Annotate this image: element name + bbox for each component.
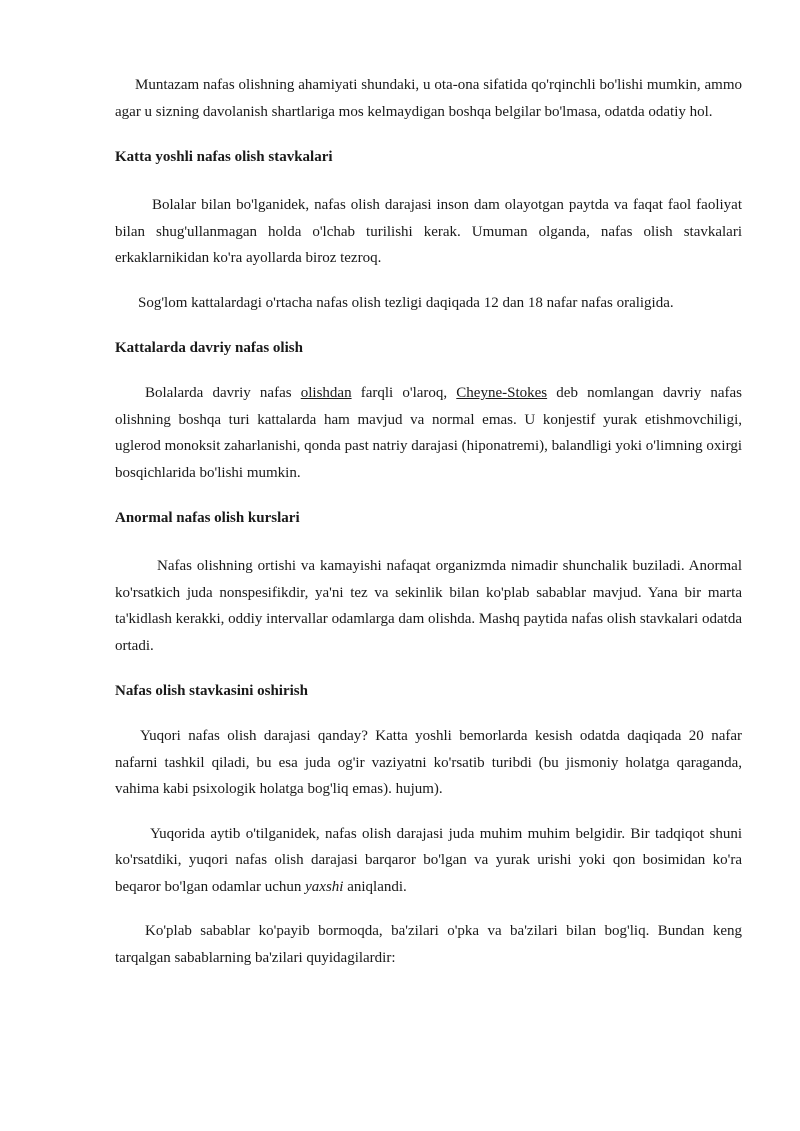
paragraph-text: aniqlandi.	[347, 878, 407, 895]
paragraph-abnormal-courses: Nafas olishning ortishi va kamayishi nafaqat organizmda nimadir shunchalik buziladi. Anormal ko'rsatkich juda nonspesifikdir, ya'ni tez va sekinlik bilan ko'plab sabablar mavjud. Yana bir marta ta'kidlash kerakki, oddiy intervallar odamlarga dam olishda. Mashq paytida nafas olish stavkalari odatda ortadi.	[115, 558, 742, 654]
emphasis-text: yaxshi	[305, 878, 344, 895]
paragraph-vital-sign	[115, 821, 742, 901]
heading-adult-rates: Katta yoshli nafas olish stavkalari	[115, 149, 333, 165]
paragraph-regular-breathing: Muntazam nafas olishning ahamiyati shundaki, u ota-ona sifatida qo'rqinchli bo'lishi mumkin, ammo agar u sizning davolanish shartlariga mos kelmaydigan boshqa belgilar bo'lmasa, odatda odatiy hol.	[115, 77, 742, 120]
olishdan-link[interactable]: olishdan	[300, 385, 352, 401]
paragraph-text: deb nomlangan davriy nafas olishning boshqa turi kattalarda ham mavjud va normal emas. U konjestif yurak etishmovchiligi, uglerod monoksit zaharlanishi, qonda past natriy darajasi (hiponatremi), balandligi yoki o'limning oxirgi bosqichlarida bo'lishi mumkin.	[115, 385, 743, 481]
paragraph-adult-rates: Bolalar bilan bo'lganidek, nafas olish darajasi inson dam olayotgan paytda va faqat faol faoliyat bilan shug'ullanmagan holda o'lchab turilishi kerak. Umuman olganda, nafas olish stavkalari erkaklarnikidan ko'ra ayollarda biroz tezroq.	[115, 197, 742, 266]
cheyne-stokes-link[interactable]: Cheyne-Stokes	[456, 385, 548, 401]
paragraph-text: farqli o'laroq,	[360, 385, 448, 401]
paragraph-high-rate: Yuqori nafas olish darajasi qanday? Katta yoshli bemorlarda kesish odatda daqiqada 20 nafar nafarni tashkil qiladi, bu esa juda og'ir vaziyatni ko'rsatib turibdi (bu jismoniy holatga qaraganda, vahima kabi psixologik holatga bog'liq emas). hujum).	[115, 728, 742, 797]
paragraph-text: Bolalarda davriy nafas	[145, 385, 292, 401]
paragraph-causes: Ko'plab sabablar ko'payib bormoqda, ba'zilari o'pka va ba'zilari bilan bog'liq. Bundan keng tarqalgan sabablarning ba'zilari quyidagilardir:	[115, 923, 742, 966]
paragraph-text: Yuqorida aytib o'tilganidek, nafas olish darajasi juda muhim muhim belgidir. Bir tadqiqot shuni ko'rsatdiki, yuqori nafas olish darajasi barqaror bo'lgan va yurak urishi yoki qon bosimidan ko'ra beqaror bo'lgan odamlar uchun	[115, 825, 742, 895]
paragraph-average-rate: Sog'lom kattalardagi o'rtacha nafas olish tezligi daqiqada 12 dan 18 nafar nafas oraligida.	[138, 294, 674, 311]
heading-increase-rate: Nafas olish stavkasini oshirish	[115, 683, 308, 699]
document-page	[115, 72, 742, 971]
heading-abnormal-courses: Anormal nafas olish kurslari	[115, 510, 300, 526]
paragraph-periodic-breathing	[115, 380, 742, 486]
heading-periodic-breathing: Kattalarda davriy nafas olish	[115, 340, 303, 356]
